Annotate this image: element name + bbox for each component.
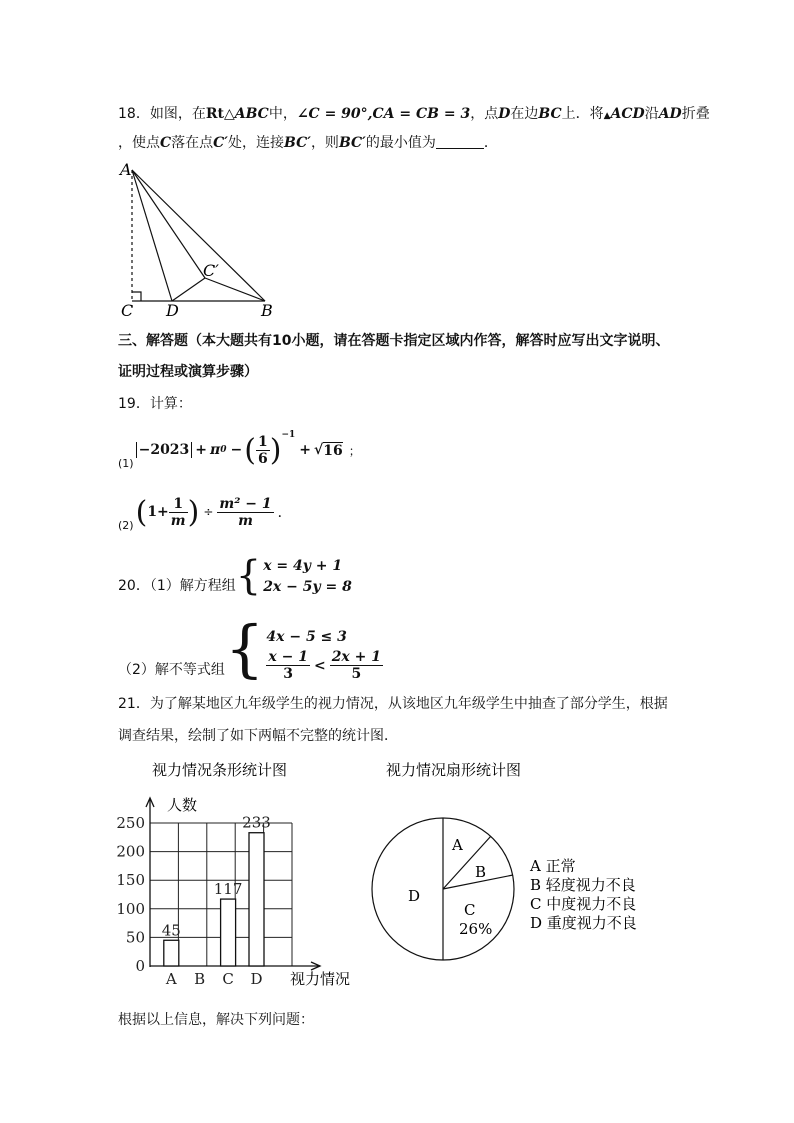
line-dcp [172, 278, 205, 301]
q21-line2: 调查结果，绘制了如下两幅不完整的统计图． [118, 728, 398, 744]
section3-heading-1: 三、解答题（本大题共有10小题，请在答题卡指定区域内作答，解答时应写出文字说明、 [118, 333, 670, 349]
ytick-label: 50 [125, 928, 145, 947]
line-cpb [205, 278, 265, 301]
q19-part1: (1) −2023 + π 0 − ( $\frac{1}{6}$ ) $^{-1}$ + √ 16 ； [118, 430, 361, 470]
label-d: D [166, 301, 179, 320]
xtick-label: D [250, 970, 263, 988]
bar-value-label: 117 [213, 880, 243, 899]
slice-label-a: A [452, 836, 463, 854]
right-angle-mark [132, 292, 141, 301]
equation-1: x = 4y + 1 [263, 558, 343, 574]
q19-part2: (2) ( 1+ $\frac{1}{m}$ ) ÷ $\frac{\text{m² − 1}}{m}$ ． [118, 494, 292, 532]
equation-2: 2x − 5y = 8 [263, 579, 352, 595]
ytick-label: 200 [116, 842, 145, 861]
pie-chart [360, 756, 660, 992]
bar-ylabel: 人数 [167, 796, 198, 814]
inequality-2: $\frac{x - 1}{3}$ < $\frac{2x + 1}{5}$ [268, 649, 381, 682]
line-acp [132, 170, 205, 278]
bar-D [249, 833, 264, 966]
xtick-label: B [194, 970, 206, 988]
ytick-label: 100 [116, 899, 145, 918]
q21-line1: 21．为了解某地区九年级学生的视力情况，从该地区九年级学生中抽查了部分学生，根据 [118, 696, 668, 712]
slice-label-d: D [408, 887, 421, 905]
slice-label-c: C [464, 901, 476, 919]
pie-chart-title: 视力情况扇形统计图 [386, 761, 522, 779]
q18-figure [115, 158, 285, 320]
ytick-label: 0 [135, 957, 145, 975]
q18-line1: 18．如图，在Rt△ABC中，∠C = 90°,CA = CB = 3，点D在边BC上．将▲ACD沿AD折叠 [118, 106, 710, 122]
bar-value-label: 233 [242, 813, 271, 832]
inequality-1: 4x − 5 ≤ 3 [266, 629, 347, 645]
q20-part2: （2）解不等式组 { 4x − 5 ≤ 3 $\frac{x - 1}{3}$ < $\frac{2x + 1}{5}$ [118, 612, 381, 685]
legend-c: C 中度视力不良 [530, 895, 637, 913]
bar-chart-title: 视力情况条形统计图 [152, 761, 288, 779]
slice-label-c-percent: 26% [459, 920, 493, 938]
label-c: C [121, 301, 134, 320]
bar-C [221, 899, 236, 966]
bar-value-label: 45 [161, 921, 181, 940]
q18-line2: ，使点C落在点C′处，连接BC′，则BC′的最小值为 ． [118, 135, 498, 151]
ytick-label: 250 [116, 814, 145, 832]
answer-blank [436, 134, 484, 149]
label-b: B [261, 301, 273, 320]
bar-chart [110, 756, 370, 992]
label-a: A [120, 160, 132, 179]
xtick-label: C [222, 970, 234, 988]
bar-A [164, 940, 179, 966]
q19-title: 19．计算： [118, 396, 192, 412]
section3-heading-2: 证明过程或演算步骤） [118, 364, 258, 380]
legend-b: B 轻度视力不良 [530, 876, 636, 894]
xtick-label: A [165, 970, 177, 988]
label-cprime: C′ [203, 261, 219, 280]
legend-d: D 重度视力不良 [530, 914, 637, 932]
bar-xlabel: 视力情况 [290, 970, 351, 988]
slice-label-b: B [475, 863, 487, 881]
q20-part1: 20．（1）解方程组 { x = 4y + 1 2x − 5y = 8 [118, 553, 352, 599]
ytick-label: 150 [116, 871, 145, 890]
legend-a: A 正常 [530, 857, 576, 875]
q21-footer: 根据以上信息，解决下列问题： [118, 1012, 314, 1028]
